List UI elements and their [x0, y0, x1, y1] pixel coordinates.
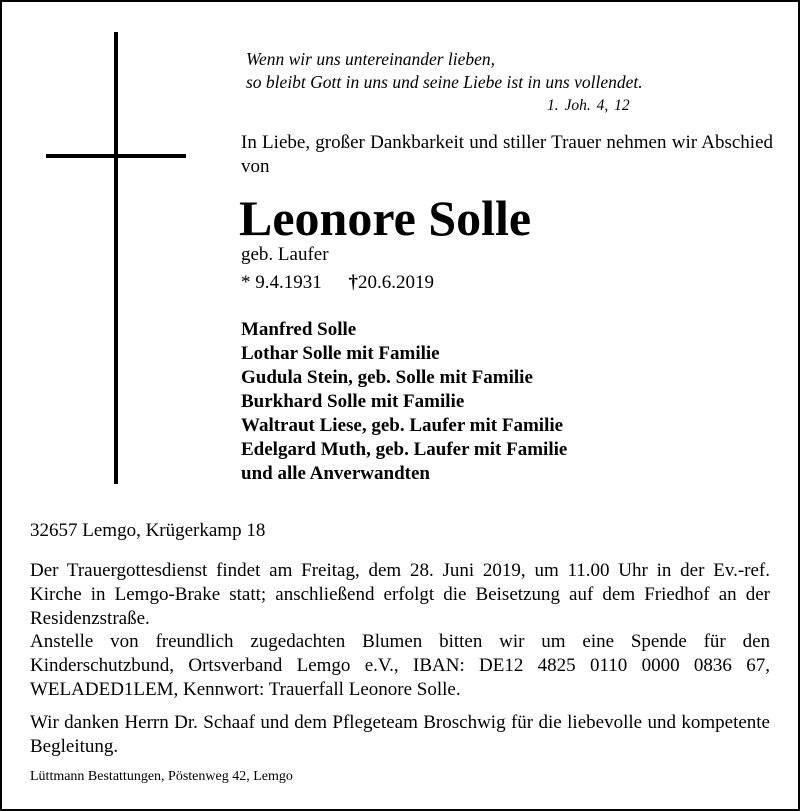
list-item: Burkhard Solle mit Familie — [241, 391, 465, 412]
dagger-icon: † — [348, 272, 358, 293]
deceased-name: Leonore Solle — [239, 190, 532, 246]
list-item: Manfred Solle — [241, 319, 357, 340]
birth-symbol: * — [241, 272, 251, 293]
verse-line-2: so bleibt Gott in uns und seine Liebe ist in uns vollendet. — [246, 72, 643, 92]
family-address: 32657 Lemgo, Krügerkamp 18 — [30, 520, 266, 541]
undertaker-info: Lüttmann Bestattungen, Pöstenweg 42, Lemgo — [30, 769, 293, 784]
life-dates — [241, 272, 434, 294]
intro-text: In Liebe, großer Dankbarkeit und stiller Trauer nehmen wir Abschied von — [241, 132, 773, 177]
cross-icon — [114, 32, 118, 484]
thanks-text: Wir danken Herrn Dr. Schaaf und dem Pflegeteam Broschwig für die liebevolle und kompetente Begleitung. — [30, 712, 770, 757]
cross-icon-bar — [46, 154, 186, 158]
list-item: Gudula Stein, geb. Solle mit Familie — [241, 367, 533, 388]
donation-info: Anstelle von freundlich zugedachten Blumen bitten wir um eine Spende für den Kinderschutzbund, Ortsverband Lemgo e.V., IBAN: DE12 4825 0110 0000 0836 67, WELADED1LEM, Kennwort: Trauerfall Leonore Solle. — [30, 631, 770, 700]
bible-verse — [246, 48, 643, 94]
death-date: 20.6.2019 — [358, 272, 434, 293]
list-item: Lothar Solle mit Familie — [241, 343, 440, 364]
birth-date: 9.4.1931 — [255, 272, 322, 293]
verse-reference: 1. Joh. 4, 12 — [547, 97, 630, 114]
maiden-name: geb. Laufer — [241, 244, 329, 265]
list-item: Waltraut Liese, geb. Laufer mit Familie — [241, 415, 564, 436]
service-info: Der Trauergottesdienst findet am Freitag, dem 28. Juni 2019, um 11.00 Uhr in der Ev.-ref. Kirche in Lemgo-Brake statt; anschließend erfolgt die Beisetzung auf dem Friedhof an der Residenzstraße. — [30, 560, 770, 629]
mourners-list — [241, 318, 567, 486]
list-item: Edelgard Muth, geb. Laufer mit Familie — [241, 439, 568, 460]
verse-line-1: Wenn wir uns untereinander lieben, — [246, 49, 496, 69]
list-item: und alle Anverwandten — [241, 463, 430, 484]
